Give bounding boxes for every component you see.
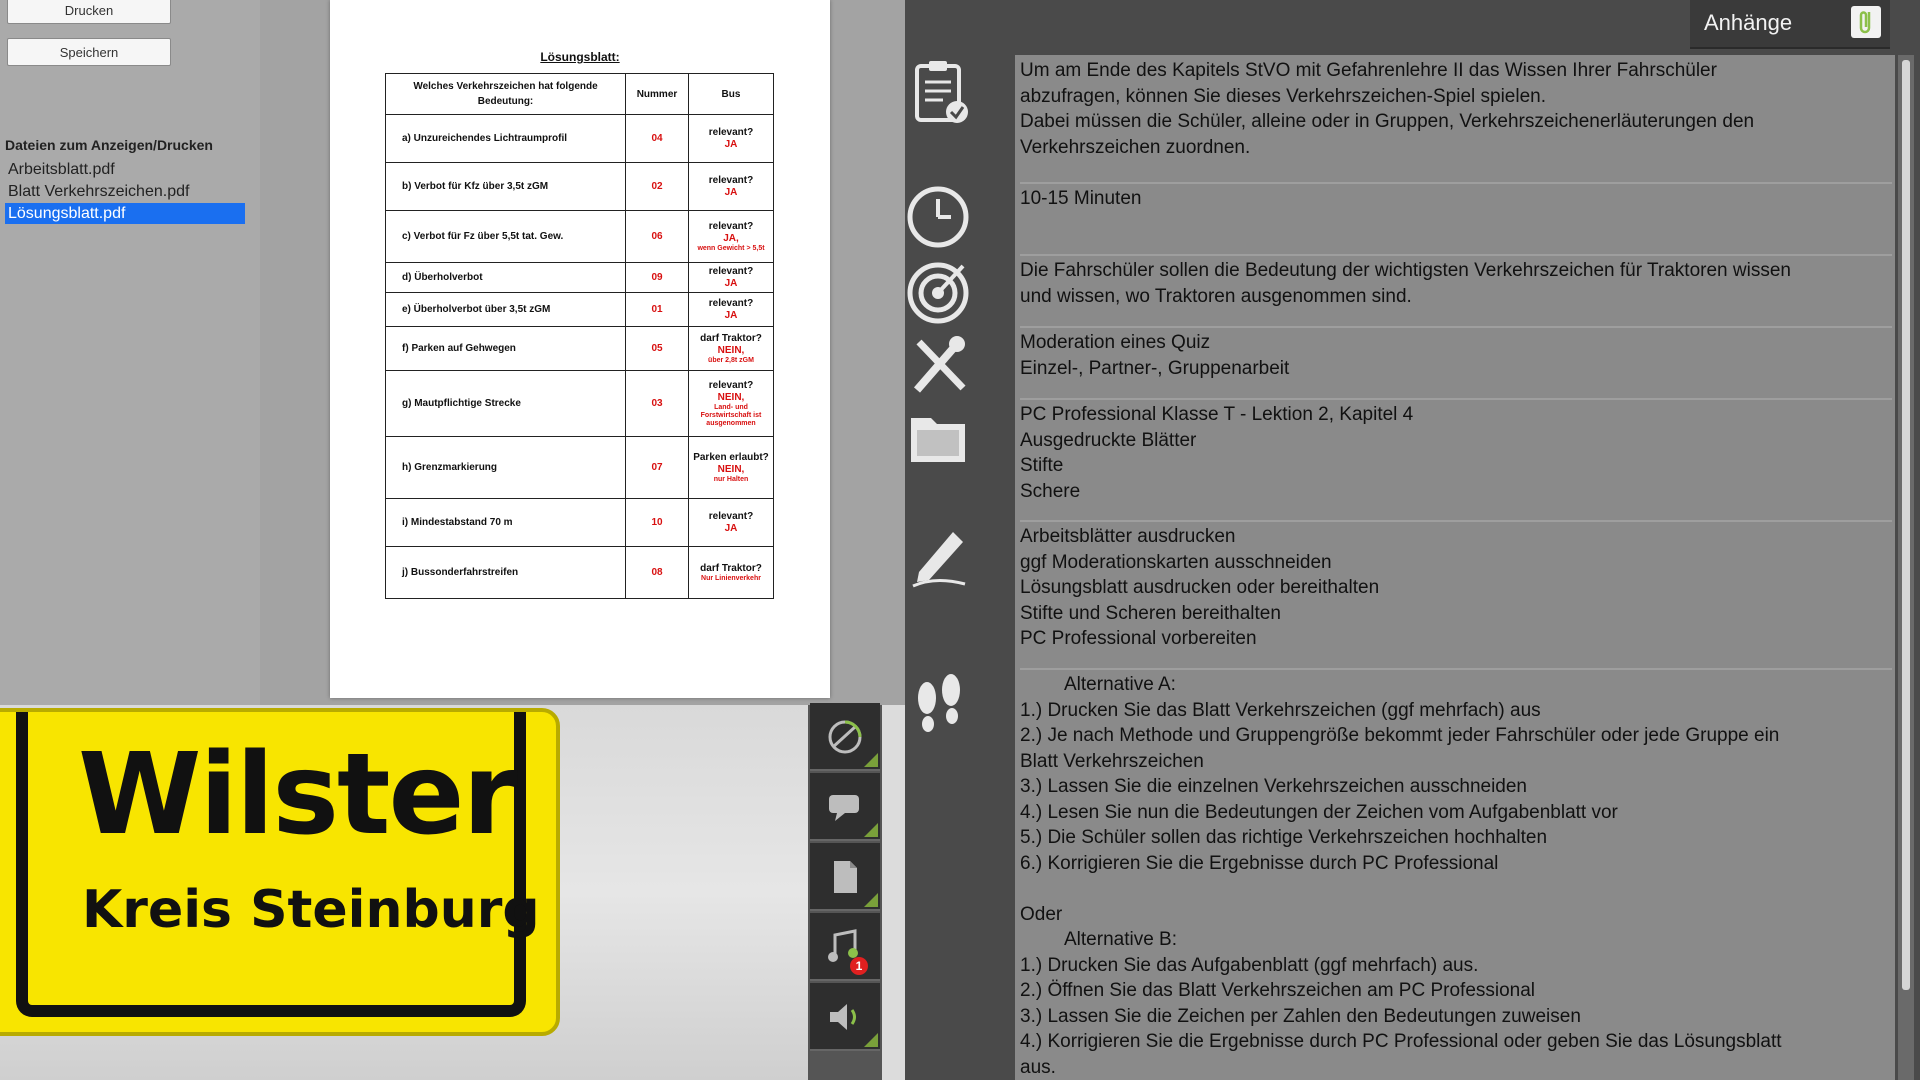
number-cell: 06 [626,211,689,263]
bus-answer: JA [724,522,738,534]
number-cell: 04 [626,115,689,163]
dock-corner-marker [864,753,878,767]
materials-line: Stifte [1020,455,1064,476]
preparation-line: ggf Moderationskarten ausschneiden [1020,551,1332,573]
duration-text: 10-15 Minuten [1020,188,1142,209]
header-number: Nummer [626,74,689,115]
bus-cell [689,371,774,437]
attachments-tab[interactable] [1690,0,1890,49]
procedure-line: 1.) Drucken Sie das Blatt Verkehrszeichen (ggf mehrfach) aus [1020,699,1541,721]
info-row-goal [1020,256,1892,328]
dock-corner-marker [864,823,878,837]
procedure-line: 2.) Je nach Methode und Gruppengröße bekommt jeder Fahrschüler oder jede Gruppe ein [1020,725,1780,746]
preparation-line: Stifte und Scheren bereithalten [1020,602,1281,624]
speaker-icon [825,997,865,1037]
number-cell: 03 [626,371,689,437]
description-line: abzufragen, können Sie dieses Verkehrszeichen-Spiel spielen. [1020,85,1546,107]
bus-cell [689,499,774,547]
dock-chat-button[interactable] [810,773,880,841]
procedure-line [1020,876,1892,902]
table-row [386,547,774,599]
bus-cell [689,437,774,499]
procedure-line: 2.) Öffnen Sie das Blatt Verkehrszeichen am PC Professional [1020,980,1536,1001]
file-item-blatt-verkehrszeichen[interactable]: Blatt Verkehrszeichen.pdf [8,183,190,200]
meaning-cell: c) Verbot für Fz über 5,5t tat. Gew. [386,211,626,263]
scrollbar-thumb[interactable] [1902,60,1910,990]
meaning-cell: b) Verbot für Kfz über 3,5t zGM [386,163,626,211]
meaning-cell: j) Bussonderfahrstreifen [386,547,626,599]
table-row [386,263,774,293]
tools-icon [905,330,985,400]
paperclip-icon [1851,6,1881,38]
table-row [386,499,774,547]
document-icon [825,857,865,897]
tool-dock [808,705,882,1080]
chat-icon [825,787,865,827]
procedure-line: Alternative A: [1064,674,1176,695]
bus-answer: JA [724,186,738,198]
bus-question: relevant? [708,174,754,186]
bus-answer: JA, [723,232,739,244]
bus-question: relevant? [708,379,754,391]
preparation-line: Lösungsblatt ausdrucken oder bereithalten [1020,577,1380,598]
bus-cell [689,211,774,263]
bus-answer: JA [724,138,738,150]
files-heading: Dateien zum Anzeigen/Drucken [5,137,213,153]
bus-cell [689,547,774,599]
bus-question: relevant? [708,265,754,277]
folder-icon [905,404,985,474]
procedure-line: Alternative B: [1064,929,1177,950]
meaning-cell: d) Überholverbot [386,263,626,293]
method-line: Einzel-, Partner-, Gruppenarbeit [1020,357,1290,379]
meaning-cell: a) Unzureichendes Lichtraumprofil [386,115,626,163]
number-cell: 07 [626,437,689,499]
bus-note: wenn Gewicht > 5,5t [697,244,765,252]
procedure-line: Blatt Verkehrszeichen [1020,750,1204,772]
meaning-cell: i) Mindestabstand 70 m [386,499,626,547]
info-row-method [1020,328,1892,400]
dock-speaker-button[interactable] [810,983,880,1051]
table-row [386,437,774,499]
table-body [386,115,774,599]
bus-cell [689,115,774,163]
method-line: Moderation eines Quiz [1020,332,1211,353]
number-cell: 09 [626,263,689,293]
number-cell: 01 [626,293,689,327]
goal-line: und wissen, wo Traktoren ausgenommen sind. [1020,285,1412,307]
save-button[interactable]: Speichern [7,38,171,66]
notification-badge: 1 [850,957,868,975]
attachments-tab-label: Anhänge [1704,10,1793,35]
bus-answer: NEIN, [717,463,745,475]
bus-cell [689,327,774,371]
info-row-duration [1020,184,1892,256]
file-item-loesungsblatt[interactable]: Lösungsblatt.pdf [5,203,245,224]
description-line: Verkehrszeichen zuordnen. [1020,136,1251,158]
procedure-line: 6.) Korrigieren Sie die Ergebnisse durch PC Professional [1020,852,1499,874]
procedure-line: 4.) Korrigieren Sie die Ergebnisse durch PC Professional oder geben Sie das Lösungsblatt [1020,1031,1782,1052]
description-line: Dabei müssen die Schüler, alleine oder in Gruppen, Verkehrszeichenerläuterungen den [1020,111,1755,132]
table-row [386,211,774,263]
materials-line: PC Professional Klasse T - Lektion 2, Kapitel 4 [1020,404,1414,425]
dock-document-button[interactable] [810,843,880,911]
header-meaning: Welches Verkehrszeichen hat folgende Bedeutung: [386,74,626,115]
goal-line: Die Fahrschüler sollen die Bedeutung der wichtigsten Verkehrszeichen für Traktoren wissen [1020,260,1791,281]
sign-town-name: Wilster [78,730,516,860]
bus-question: darf Traktor? [700,332,762,344]
bus-note: Nur Linienverkehr [701,574,761,582]
materials-line: Ausgedruckte Blätter [1020,429,1197,451]
bus-answer: NEIN, [717,391,745,403]
compass-icon [825,717,865,757]
bus-cell [689,293,774,327]
number-cell: 08 [626,547,689,599]
dock-music-button[interactable] [810,913,880,981]
dock-corner-marker [864,893,878,907]
meaning-cell: e) Überholverbot über 3,5t zGM [386,293,626,327]
clock-icon [905,182,985,252]
preparation-line: Arbeitsblätter ausdrucken [1020,526,1236,547]
table-row [386,371,774,437]
meaning-cell: h) Grenzmarkierung [386,437,626,499]
info-row-description [1020,56,1892,184]
table-row [386,115,774,163]
procedure-line: 1.) Drucken Sie das Aufgabenblatt (ggf mehrfach) aus. [1020,954,1479,976]
table-row [386,293,774,327]
procedure-line: aus. [1020,1056,1056,1074]
bus-note: Land- und Forstwirtschaft ist ausgenommen [700,403,762,427]
bus-cell [689,263,774,293]
document-title: Lösungsblatt: [540,50,620,64]
procedure-line: 3.) Lassen Sie die Zeichen per Zahlen den Bedeutungen zuweisen [1020,1005,1581,1027]
dock-corner-marker [864,1033,878,1047]
procedure-line: 5.) Die Schüler sollen das richtige Verkehrszeichen hochhalten [1020,827,1548,848]
meaning-cell: g) Mautpflichtige Strecke [386,371,626,437]
print-panel [0,0,260,705]
description-line: Um am Ende des Kapitels StVO mit Gefahrenlehre II das Wissen Ihrer Fahrschüler [1020,60,1717,81]
preparation-line: PC Professional vorbereiten [1020,628,1257,649]
meaning-cell: f) Parken auf Gehwegen [386,327,626,371]
document-page [330,0,830,698]
materials-line: Schere [1020,480,1081,502]
dock-compass-button[interactable] [810,703,880,771]
number-cell: 02 [626,163,689,211]
procedure-line: 4.) Lesen Sie nun die Bedeutungen der Zeichen vom Aufgabenblatt vor [1020,801,1618,823]
bus-question: relevant? [708,220,754,232]
info-row-preparation [1020,522,1892,670]
info-row-procedure [1020,670,1892,1074]
bus-answer: JA [724,277,738,289]
bus-answer: NEIN, [717,344,745,356]
table-row [386,327,774,371]
number-cell: 05 [626,327,689,371]
bus-question: darf Traktor? [700,562,762,574]
info-row-materials [1020,400,1892,522]
header-bus: Bus [689,74,774,115]
bus-note: über 2,8t zGM [708,356,754,364]
sign-district-name: Kreis Steinburg [82,880,540,940]
file-item-arbeitsblatt[interactable]: Arbeitsblatt.pdf [8,161,115,178]
pen-icon [905,520,985,590]
bus-question: relevant? [708,510,754,522]
bus-question: relevant? [708,297,754,309]
footprints-icon [905,668,985,738]
target-icon [905,256,985,326]
bus-note: nur Halten [713,475,749,483]
procedure-line: Oder [1020,903,1063,925]
number-cell: 10 [626,499,689,547]
clipboard-check-icon [905,58,985,128]
bus-cell [689,163,774,211]
procedure-line: 3.) Lassen Sie die einzelnen Verkehrszeichen ausschneiden [1020,776,1527,797]
print-button[interactable]: Drucken [7,0,171,24]
table-row [386,163,774,211]
solution-table [385,73,774,599]
bus-question: Parken erlaubt? [693,451,769,463]
table-header-row [386,74,774,115]
bus-answer: JA [724,309,738,321]
bus-question: relevant? [708,126,754,138]
